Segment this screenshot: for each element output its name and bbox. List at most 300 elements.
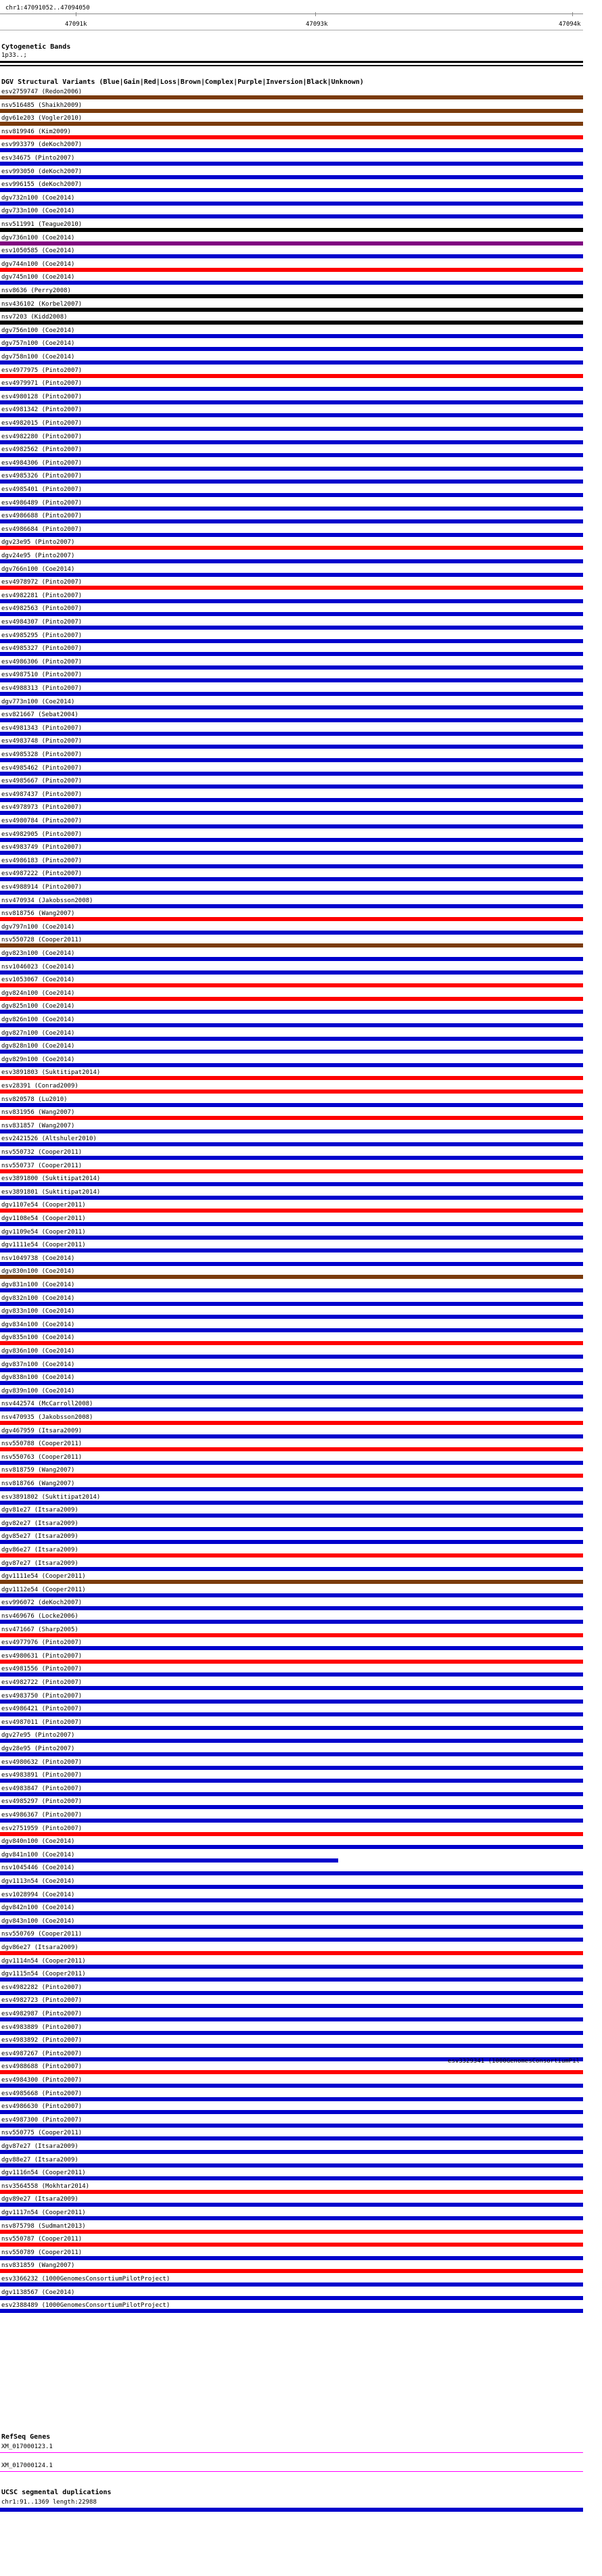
- sv-feature-bar[interactable]: [0, 784, 583, 789]
- sv-feature-bar[interactable]: [0, 162, 583, 166]
- sv-feature-label[interactable]: dgv1111e54 (Cooper2011): [1, 1242, 86, 1249]
- sv-feature-label[interactable]: nsv550789 (Cooper2011): [1, 2249, 83, 2256]
- sv-feature-label[interactable]: dgv836n100 (Coe2014): [1, 1348, 75, 1355]
- sv-feature-bar[interactable]: [0, 692, 583, 696]
- sv-feature-bar[interactable]: [0, 559, 583, 563]
- sv-feature-label[interactable]: dgv24e95 (Pinto2007): [1, 553, 75, 559]
- sv-feature-label[interactable]: nsv550737 (Cooper2011): [1, 1162, 83, 1169]
- sv-feature-bar[interactable]: [0, 1686, 583, 1690]
- sv-feature-bar[interactable]: [0, 1832, 583, 1836]
- sv-feature-label[interactable]: nsv550788 (Cooper2011): [1, 1441, 83, 1448]
- sv-feature-bar[interactable]: [0, 1474, 583, 1478]
- sv-feature-bar[interactable]: [0, 1991, 583, 1995]
- sv-feature-label[interactable]: dgv842n100 (Coe2014): [1, 1904, 75, 1912]
- sv-feature-label[interactable]: esv1050585 (Coe2014): [1, 248, 75, 255]
- sv-feature-bar[interactable]: [0, 1103, 583, 1107]
- sv-feature-bar[interactable]: [0, 811, 583, 815]
- sv-feature-bar[interactable]: [0, 1726, 583, 1730]
- sv-feature-bar[interactable]: [0, 1262, 583, 1266]
- sv-feature-label[interactable]: dgv823n100 (Coe2014): [1, 950, 75, 957]
- sv-feature-bar[interactable]: [0, 1182, 583, 1186]
- sv-feature-label[interactable]: esv28391 (Conrad2009): [1, 1083, 78, 1090]
- sv-feature-bar[interactable]: [0, 1368, 583, 1372]
- sv-feature-bar[interactable]: [0, 1302, 583, 1306]
- sv-feature-bar[interactable]: [0, 1355, 583, 1359]
- sv-track-title[interactable]: DGV Structural Variants (Blue|Gain|Red|Loss|Brown|Complex|Purple|Inversion|Black|Unknown): [1, 78, 364, 86]
- sv-feature-bar[interactable]: [0, 943, 583, 947]
- sv-feature-label[interactable]: esv4986183 (Pinto2007): [1, 857, 83, 864]
- sv-feature-bar[interactable]: [0, 1911, 583, 1915]
- sv-feature-label[interactable]: dgv1138567 (Coe2014): [1, 2289, 75, 2296]
- sv-feature-bar[interactable]: [0, 1739, 583, 1743]
- sv-feature-label[interactable]: dgv1112e54 (Cooper2011): [1, 1586, 86, 1593]
- sv-feature-label[interactable]: esv4986489 (Pinto2007): [1, 499, 83, 507]
- sv-feature-bar[interactable]: [0, 1010, 583, 1014]
- sv-feature-label[interactable]: esv3891800 (Suktitipat2014): [1, 1175, 101, 1183]
- sv-feature-label[interactable]: dgv88e27 (Itsara2009): [1, 2156, 78, 2163]
- sv-feature-bar[interactable]: [0, 1288, 583, 1292]
- sv-feature-label[interactable]: esv4982987 (Pinto2007): [1, 2011, 83, 2017]
- sv-feature-bar[interactable]: [0, 2017, 583, 2021]
- sv-feature-label[interactable]: dgv841n100 (Coe2014): [1, 1851, 75, 1858]
- sv-feature-label[interactable]: esv4981342 (Pinto2007): [1, 406, 83, 414]
- sv-feature-bar[interactable]: [0, 95, 583, 99]
- sv-feature-bar[interactable]: [0, 2070, 583, 2074]
- sv-feature-bar[interactable]: [0, 798, 583, 802]
- sv-feature-bar[interactable]: [0, 678, 583, 682]
- sv-feature-label[interactable]: dgv86e27 (Itsara2009): [1, 1547, 78, 1553]
- sv-feature-label[interactable]: esv4982722 (Pinto2007): [1, 1679, 83, 1686]
- sv-feature-label[interactable]: dgv1116n54 (Cooper2011): [1, 2170, 86, 2177]
- sv-feature-bar[interactable]: [0, 1871, 583, 1875]
- sv-feature-label[interactable]: dgv81e27 (Itsara2009): [1, 1507, 78, 1514]
- sv-feature-bar[interactable]: [0, 2216, 583, 2220]
- sv-feature-bar[interactable]: [0, 1090, 583, 1094]
- sv-feature-bar[interactable]: [0, 453, 583, 457]
- sv-feature-label[interactable]: nsv831956 (Wang2007): [1, 1109, 75, 1117]
- sv-feature-label[interactable]: nsv8636 (Perry2008): [1, 287, 71, 294]
- sv-feature-label[interactable]: nsv1046023 (Coe2014): [1, 963, 75, 970]
- sv-feature-bar[interactable]: [0, 281, 583, 285]
- sv-feature-label[interactable]: esv4980784 (Pinto2007): [1, 818, 83, 824]
- sv-feature-label[interactable]: esv4985668 (Pinto2007): [1, 2090, 83, 2097]
- sv-feature-bar[interactable]: [0, 851, 583, 855]
- sv-feature-bar[interactable]: [0, 1766, 583, 1770]
- sv-feature-bar[interactable]: [0, 1885, 583, 1889]
- sv-feature-bar[interactable]: [0, 1063, 583, 1067]
- sv-feature-bar[interactable]: [0, 1858, 338, 1863]
- sv-feature-bar[interactable]: [0, 1487, 583, 1491]
- sv-feature-label[interactable]: esv4985295 (Pinto2007): [1, 632, 83, 639]
- sv-feature-label[interactable]: dgv1107e54 (Cooper2011): [1, 1202, 86, 1209]
- sv-feature-label[interactable]: dgv843n100 (Coe2014): [1, 1917, 75, 1925]
- sv-feature-label[interactable]: dgv827n100 (Coe2014): [1, 1029, 75, 1037]
- sv-feature-bar[interactable]: [0, 268, 583, 272]
- sv-feature-bar[interactable]: [0, 904, 583, 908]
- sv-feature-bar[interactable]: [0, 1116, 583, 1120]
- sv-feature-bar[interactable]: [0, 1407, 583, 1411]
- sv-feature-label[interactable]: nsv550769 (Cooper2011): [1, 1931, 83, 1938]
- sv-feature-label[interactable]: esv3891803 (Suktitipat2014): [1, 1069, 101, 1077]
- sv-feature-bar[interactable]: [0, 2203, 583, 2207]
- sv-feature-bar[interactable]: [0, 294, 583, 298]
- sv-feature-bar[interactable]: [0, 1461, 583, 1465]
- segdup-item-label[interactable]: chr1:91..1369 length:22988: [1, 2499, 97, 2506]
- sv-feature-label[interactable]: nsv831857 (Wang2007): [1, 1122, 75, 1129]
- refseq-gene-line[interactable]: [0, 2471, 583, 2472]
- sv-feature-label[interactable]: esv4982280 (Pinto2007): [1, 433, 83, 440]
- sv-feature-label[interactable]: esv4983892 (Pinto2007): [1, 2037, 83, 2044]
- sv-feature-label[interactable]: nsv818759 (Wang2007): [1, 1467, 75, 1474]
- sv-feature-bar[interactable]: [0, 2190, 583, 2194]
- sv-feature-bar[interactable]: [0, 2243, 583, 2247]
- sv-feature-label[interactable]: dgv87e27 (Itsara2009): [1, 1560, 78, 1567]
- sv-feature-label[interactable]: esv4987437 (Pinto2007): [1, 791, 83, 798]
- sv-feature-label[interactable]: dgv839n100 (Coe2014): [1, 1387, 75, 1395]
- sv-feature-label[interactable]: nsv470934 (Jakobsson2008): [1, 897, 93, 904]
- sv-feature-bar[interactable]: [0, 122, 583, 126]
- sv-feature-label[interactable]: esv4983889 (Pinto2007): [1, 2023, 83, 2031]
- sv-feature-label[interactable]: esv4981556 (Pinto2007): [1, 1666, 83, 1673]
- sv-feature-bar[interactable]: [0, 2256, 583, 2260]
- sv-feature-label[interactable]: esv821667 (Sebat2004): [1, 711, 78, 719]
- sv-feature-label[interactable]: esv4980632 (Pinto2007): [1, 1758, 83, 1766]
- sv-feature-bar[interactable]: [0, 374, 583, 378]
- sv-feature-label[interactable]: dgv758n100 (Coe2014): [1, 354, 75, 360]
- sv-feature-label[interactable]: dgv757n100 (Coe2014): [1, 340, 75, 348]
- sv-feature-bar[interactable]: [0, 334, 583, 338]
- sv-feature-bar[interactable]: [0, 427, 583, 431]
- sv-feature-bar[interactable]: [0, 1792, 583, 1796]
- sv-feature-label[interactable]: dgv1113n54 (Coe2014): [1, 1878, 75, 1885]
- sv-feature-label[interactable]: esv4986684 (Pinto2007): [1, 525, 83, 533]
- sv-feature-bar[interactable]: [0, 1275, 583, 1279]
- sv-feature-bar[interactable]: [0, 1434, 583, 1438]
- sv-feature-bar[interactable]: [0, 1646, 583, 1650]
- sv-feature-bar[interactable]: [0, 1606, 583, 1610]
- sv-feature-bar[interactable]: [0, 148, 583, 152]
- sv-feature-bar[interactable]: [0, 1196, 583, 1200]
- sv-feature-bar[interactable]: [0, 1156, 583, 1160]
- sv-feature-bar[interactable]: [0, 1328, 583, 1332]
- sv-feature-bar[interactable]: [0, 2044, 583, 2048]
- sv-feature-bar[interactable]: [0, 360, 583, 365]
- sv-feature-bar[interactable]: [0, 639, 583, 643]
- sv-feature-label[interactable]: dgv840n100 (Coe2014): [1, 1838, 75, 1846]
- sv-feature-bar[interactable]: [0, 877, 583, 881]
- sv-feature-bar[interactable]: [0, 347, 583, 351]
- sv-feature-bar[interactable]: [0, 135, 583, 139]
- sv-feature-bar[interactable]: [0, 864, 583, 868]
- sv-feature-label[interactable]: nsv820578 (Lu2010): [1, 1096, 68, 1103]
- sv-feature-label[interactable]: esv4988688 (Pinto2007): [1, 2063, 83, 2071]
- sv-feature-label[interactable]: dgv745n100 (Coe2014): [1, 274, 75, 281]
- sv-feature-label[interactable]: dgv82e27 (Itsara2009): [1, 1520, 78, 1527]
- sv-feature-bar[interactable]: [0, 1752, 583, 1756]
- sv-feature-label[interactable]: esv4977975 (Pinto2007): [1, 367, 83, 374]
- sv-feature-bar[interactable]: [0, 1938, 583, 1942]
- sv-feature-bar[interactable]: [0, 1580, 583, 1584]
- sv-feature-label[interactable]: esv4977976 (Pinto2007): [1, 1639, 83, 1647]
- sv-feature-label[interactable]: dgv797n100 (Coe2014): [1, 923, 75, 931]
- sv-feature-bar[interactable]: [0, 479, 583, 484]
- sv-feature-bar[interactable]: [0, 2296, 583, 2300]
- sv-feature-bar[interactable]: [0, 2230, 583, 2234]
- sv-feature-label[interactable]: nsv818756 (Wang2007): [1, 910, 75, 918]
- sv-feature-bar[interactable]: [0, 2176, 583, 2180]
- sv-feature-bar[interactable]: [0, 1553, 583, 1558]
- sv-feature-label[interactable]: esv4979971 (Pinto2007): [1, 380, 83, 388]
- sv-feature-label[interactable]: dgv825n100 (Coe2014): [1, 1003, 75, 1010]
- sv-feature-label[interactable]: dgv833n100 (Coe2014): [1, 1308, 75, 1315]
- sv-feature-label[interactable]: esv4983891 (Pinto2007): [1, 1772, 83, 1779]
- sv-feature-bar[interactable]: [0, 1050, 583, 1054]
- sv-side-label[interactable]: esv3329341 (1000GenomesConsortiumPil: [448, 2058, 580, 2065]
- sv-feature-label[interactable]: dgv826n100 (Coe2014): [1, 1016, 75, 1023]
- refseq-gene-label[interactable]: XM_017000124.1: [1, 2462, 53, 2469]
- sv-feature-bar[interactable]: [0, 1315, 583, 1319]
- sv-feature-bar[interactable]: [0, 1845, 583, 1849]
- sv-feature-bar[interactable]: [0, 1540, 583, 1544]
- sv-feature-bar[interactable]: [0, 2110, 583, 2114]
- sv-feature-bar[interactable]: [0, 1805, 583, 1809]
- sv-feature-bar[interactable]: [0, 1341, 583, 1345]
- sv-feature-bar[interactable]: [0, 2097, 583, 2101]
- sv-feature-bar[interactable]: [0, 1209, 583, 1213]
- sv-feature-bar[interactable]: [0, 1700, 583, 1704]
- sv-feature-label[interactable]: nsv550787 (Cooper2011): [1, 2236, 83, 2243]
- sv-feature-bar[interactable]: [0, 387, 583, 391]
- sv-feature-label[interactable]: esv34675 (Pinto2007): [1, 155, 75, 162]
- sv-feature-label[interactable]: dgv832n100 (Coe2014): [1, 1294, 75, 1302]
- sv-feature-label[interactable]: nsv3564558 (Mokhtar2014): [1, 2182, 90, 2190]
- sv-feature-label[interactable]: esv4986367 (Pinto2007): [1, 1812, 83, 1819]
- sv-feature-label[interactable]: esv4986306 (Pinto2007): [1, 658, 83, 665]
- sv-feature-label[interactable]: dgv744n100 (Coe2014): [1, 260, 75, 268]
- sv-feature-label[interactable]: esv4980631 (Pinto2007): [1, 1652, 83, 1660]
- sv-feature-label[interactable]: dgv831n100 (Coe2014): [1, 1282, 75, 1288]
- sv-feature-bar[interactable]: [0, 188, 583, 192]
- sv-feature-bar[interactable]: [0, 931, 583, 935]
- sv-feature-label[interactable]: nsv818766 (Wang2007): [1, 1480, 75, 1487]
- sv-feature-label[interactable]: esv2388489 (1000GenomesConsortiumPilotProject): [1, 2302, 170, 2310]
- sv-feature-label[interactable]: nsv436102 (Korbel2007): [1, 300, 83, 308]
- sv-feature-bar[interactable]: [0, 1977, 583, 1982]
- sv-feature-bar[interactable]: [0, 1248, 583, 1252]
- sv-feature-label[interactable]: dgv86e27 (Itsara2009): [1, 1944, 78, 1951]
- sv-feature-label[interactable]: esv4988313 (Pinto2007): [1, 685, 83, 692]
- sv-feature-bar[interactable]: [0, 1567, 583, 1571]
- sv-feature-label[interactable]: esv4987510 (Pinto2007): [1, 672, 83, 679]
- sv-feature-label[interactable]: nsv471667 (Sharp2005): [1, 1626, 78, 1633]
- sv-feature-label[interactable]: dgv736n100 (Coe2014): [1, 234, 75, 241]
- sv-feature-label[interactable]: esv3891802 (Suktitipat2014): [1, 1493, 101, 1501]
- sv-feature-label[interactable]: nsv1049738 (Coe2014): [1, 1255, 75, 1262]
- sv-feature-bar[interactable]: [0, 599, 583, 603]
- sv-feature-bar[interactable]: [0, 1222, 583, 1226]
- sv-feature-label[interactable]: nsv511991 (Teague2010): [1, 221, 83, 228]
- sv-feature-bar[interactable]: [0, 214, 583, 218]
- sv-feature-label[interactable]: nsv550763 (Cooper2011): [1, 1453, 83, 1461]
- sv-feature-bar[interactable]: [0, 1660, 583, 1664]
- sv-feature-bar[interactable]: [0, 1236, 583, 1240]
- sv-feature-label[interactable]: dgv829n100 (Coe2014): [1, 1056, 75, 1063]
- sv-feature-label[interactable]: dgv837n100 (Coe2014): [1, 1361, 75, 1368]
- sv-feature-label[interactable]: esv4985401 (Pinto2007): [1, 486, 83, 493]
- sv-feature-bar[interactable]: [0, 1395, 583, 1399]
- sv-feature-label[interactable]: esv4982723 (Pinto2007): [1, 1997, 83, 2005]
- sv-feature-bar[interactable]: [0, 983, 583, 987]
- sv-feature-label[interactable]: esv4983847 (Pinto2007): [1, 1785, 83, 1792]
- sv-feature-label[interactable]: esv4984300 (Pinto2007): [1, 2077, 83, 2084]
- sv-feature-label[interactable]: esv1028994 (Coe2014): [1, 1891, 75, 1898]
- sv-feature-label[interactable]: esv4986688 (Pinto2007): [1, 513, 83, 520]
- sv-feature-label[interactable]: esv993050 (deKoch2007): [1, 168, 83, 175]
- sv-feature-label[interactable]: esv2751959 (Pinto2007): [1, 1825, 83, 1832]
- sv-feature-bar[interactable]: [0, 573, 583, 577]
- sv-feature-bar[interactable]: [0, 1037, 583, 1041]
- sv-feature-label[interactable]: esv4982282 (Pinto2007): [1, 1984, 83, 1991]
- sv-feature-bar[interactable]: [0, 400, 583, 404]
- sv-feature-bar[interactable]: [0, 705, 583, 709]
- sv-feature-label[interactable]: dgv824n100 (Coe2014): [1, 989, 75, 997]
- sv-feature-label[interactable]: esv4987222 (Pinto2007): [1, 870, 83, 878]
- sv-feature-bar[interactable]: [0, 1023, 583, 1027]
- sv-feature-bar[interactable]: [0, 1898, 583, 1902]
- sv-feature-bar[interactable]: [0, 2136, 583, 2140]
- sv-feature-label[interactable]: dgv732n100 (Coe2014): [1, 194, 75, 202]
- sv-feature-bar[interactable]: [0, 626, 583, 630]
- sv-feature-label[interactable]: esv4986630 (Pinto2007): [1, 2103, 83, 2111]
- sv-feature-bar[interactable]: [0, 519, 583, 523]
- sv-feature-label[interactable]: dgv830n100 (Coe2014): [1, 1268, 75, 1275]
- sv-feature-label[interactable]: dgv1115n54 (Cooper2011): [1, 1971, 86, 1978]
- sv-feature-bar[interactable]: [0, 2282, 583, 2287]
- sv-feature-bar[interactable]: [0, 1169, 583, 1173]
- sv-feature-bar[interactable]: [0, 1633, 583, 1637]
- sv-feature-bar[interactable]: [0, 1501, 583, 1505]
- sv-feature-bar[interactable]: [0, 1965, 583, 1969]
- sv-feature-bar[interactable]: [0, 2150, 583, 2154]
- refseq-gene-label[interactable]: XM_017000123.1: [1, 2443, 53, 2450]
- sv-feature-bar[interactable]: [0, 2124, 583, 2128]
- sv-feature-label[interactable]: nsv469676 (Locke2006): [1, 1613, 78, 1620]
- sv-feature-label[interactable]: nsv831859 (Wang2007): [1, 2262, 75, 2270]
- sv-feature-label[interactable]: esv2421526 (Altshuler2010): [1, 1135, 97, 1143]
- refseq-track-title[interactable]: RefSeq Genes: [1, 2433, 51, 2441]
- sv-feature-bar[interactable]: [0, 997, 583, 1001]
- sv-feature-bar[interactable]: [0, 493, 583, 497]
- sv-feature-label[interactable]: esv4981343 (Pinto2007): [1, 724, 83, 732]
- sv-feature-bar[interactable]: [0, 2084, 583, 2088]
- sv-feature-label[interactable]: nsv470935 (Jakobsson2008): [1, 1414, 93, 1421]
- sv-feature-bar[interactable]: [0, 241, 583, 245]
- sv-feature-bar[interactable]: [0, 2163, 583, 2168]
- sv-feature-label[interactable]: esv4984307 (Pinto2007): [1, 619, 83, 626]
- sv-feature-label[interactable]: dgv766n100 (Coe2014): [1, 565, 75, 573]
- segdup-bar[interactable]: [0, 2508, 583, 2512]
- sv-feature-label[interactable]: dgv756n100 (Coe2014): [1, 327, 75, 334]
- sv-feature-bar[interactable]: [0, 1142, 583, 1146]
- sv-feature-bar[interactable]: [0, 2031, 583, 2035]
- sv-feature-label[interactable]: esv4982563 (Pinto2007): [1, 605, 83, 613]
- sv-feature-label[interactable]: nsv819946 (Kim2009): [1, 128, 71, 135]
- sv-feature-label[interactable]: esv4988914 (Pinto2007): [1, 884, 83, 891]
- sv-feature-bar[interactable]: [0, 1620, 583, 1624]
- sv-feature-label[interactable]: esv996072 (deKoch2007): [1, 1599, 83, 1607]
- sv-feature-label[interactable]: esv4986421 (Pinto2007): [1, 1706, 83, 1713]
- sv-feature-label[interactable]: esv4978972 (Pinto2007): [1, 579, 83, 586]
- sv-feature-bar[interactable]: [0, 1421, 583, 1425]
- sv-feature-bar[interactable]: [0, 718, 583, 722]
- sv-feature-bar[interactable]: [0, 758, 583, 762]
- sv-feature-bar[interactable]: [0, 175, 583, 179]
- sv-feature-bar[interactable]: [0, 109, 583, 113]
- sv-feature-label[interactable]: esv4985326 (Pinto2007): [1, 473, 83, 480]
- sv-feature-label[interactable]: esv4987011 (Pinto2007): [1, 1718, 83, 1726]
- sv-feature-bar[interactable]: [0, 546, 583, 550]
- sv-feature-label[interactable]: dgv467959 (Itsara2009): [1, 1427, 83, 1434]
- sv-feature-bar[interactable]: [0, 1819, 583, 1823]
- refseq-gene-line[interactable]: [0, 2452, 583, 2453]
- sv-feature-bar[interactable]: [0, 507, 583, 511]
- sv-feature-label[interactable]: esv4985667 (Pinto2007): [1, 778, 83, 785]
- cytoband-bar[interactable]: [0, 61, 583, 63]
- sv-feature-label[interactable]: dgv773n100 (Coe2014): [1, 698, 75, 705]
- sv-feature-bar[interactable]: [0, 665, 583, 670]
- sv-feature-bar[interactable]: [0, 1672, 583, 1677]
- sv-feature-bar[interactable]: [0, 917, 583, 921]
- sv-feature-label[interactable]: esv4985297 (Pinto2007): [1, 1798, 83, 1806]
- sv-feature-label[interactable]: nsv1045446 (Coe2014): [1, 1865, 75, 1872]
- sv-feature-bar[interactable]: [0, 824, 583, 828]
- sv-feature-bar[interactable]: [0, 1447, 583, 1451]
- sv-feature-bar[interactable]: [0, 1951, 583, 1955]
- sv-feature-bar[interactable]: [0, 772, 583, 776]
- sv-feature-label[interactable]: esv2759747 (Redon2006): [1, 89, 83, 95]
- sv-feature-label[interactable]: nsv875798 (Sudmant2013): [1, 2222, 86, 2230]
- sv-feature-bar[interactable]: [0, 891, 583, 895]
- sv-feature-bar[interactable]: [0, 413, 583, 417]
- sv-feature-bar[interactable]: [0, 254, 583, 258]
- sv-feature-bar[interactable]: [0, 1779, 583, 1783]
- sv-feature-label[interactable]: esv4987300 (Pinto2007): [1, 2116, 83, 2124]
- sv-feature-bar[interactable]: [0, 745, 583, 749]
- sv-feature-label[interactable]: dgv835n100 (Coe2014): [1, 1334, 75, 1342]
- cytoband-track-title[interactable]: Cytogenetic Bands: [1, 43, 71, 51]
- sv-feature-bar[interactable]: [0, 321, 583, 325]
- sv-feature-bar[interactable]: [0, 1381, 583, 1385]
- sv-feature-bar[interactable]: [0, 467, 583, 471]
- sv-feature-label[interactable]: esv4985327 (Pinto2007): [1, 645, 83, 653]
- sv-feature-label[interactable]: esv4982015 (Pinto2007): [1, 420, 83, 427]
- sv-feature-label[interactable]: esv4980128 (Pinto2007): [1, 393, 83, 400]
- sv-feature-label[interactable]: dgv89e27 (Itsara2009): [1, 2196, 78, 2203]
- sv-feature-label[interactable]: dgv87e27 (Itsara2009): [1, 2143, 78, 2150]
- sv-feature-label[interactable]: esv3891801 (Suktitipat2014): [1, 1188, 101, 1196]
- sv-feature-bar[interactable]: [0, 1712, 583, 1716]
- sv-feature-label[interactable]: esv4984306 (Pinto2007): [1, 459, 83, 467]
- sv-feature-label[interactable]: dgv27e95 (Pinto2007): [1, 1732, 75, 1739]
- sv-feature-label[interactable]: dgv23e95 (Pinto2007): [1, 539, 75, 546]
- sv-feature-bar[interactable]: [0, 1514, 583, 1518]
- sv-feature-bar[interactable]: [0, 1593, 583, 1597]
- sv-feature-bar[interactable]: [0, 838, 583, 842]
- sv-feature-bar[interactable]: [0, 612, 583, 616]
- sv-feature-bar[interactable]: [0, 1527, 583, 1531]
- sv-feature-label[interactable]: dgv61e203 (Vogler2010): [1, 115, 83, 122]
- sv-feature-bar[interactable]: [0, 652, 583, 656]
